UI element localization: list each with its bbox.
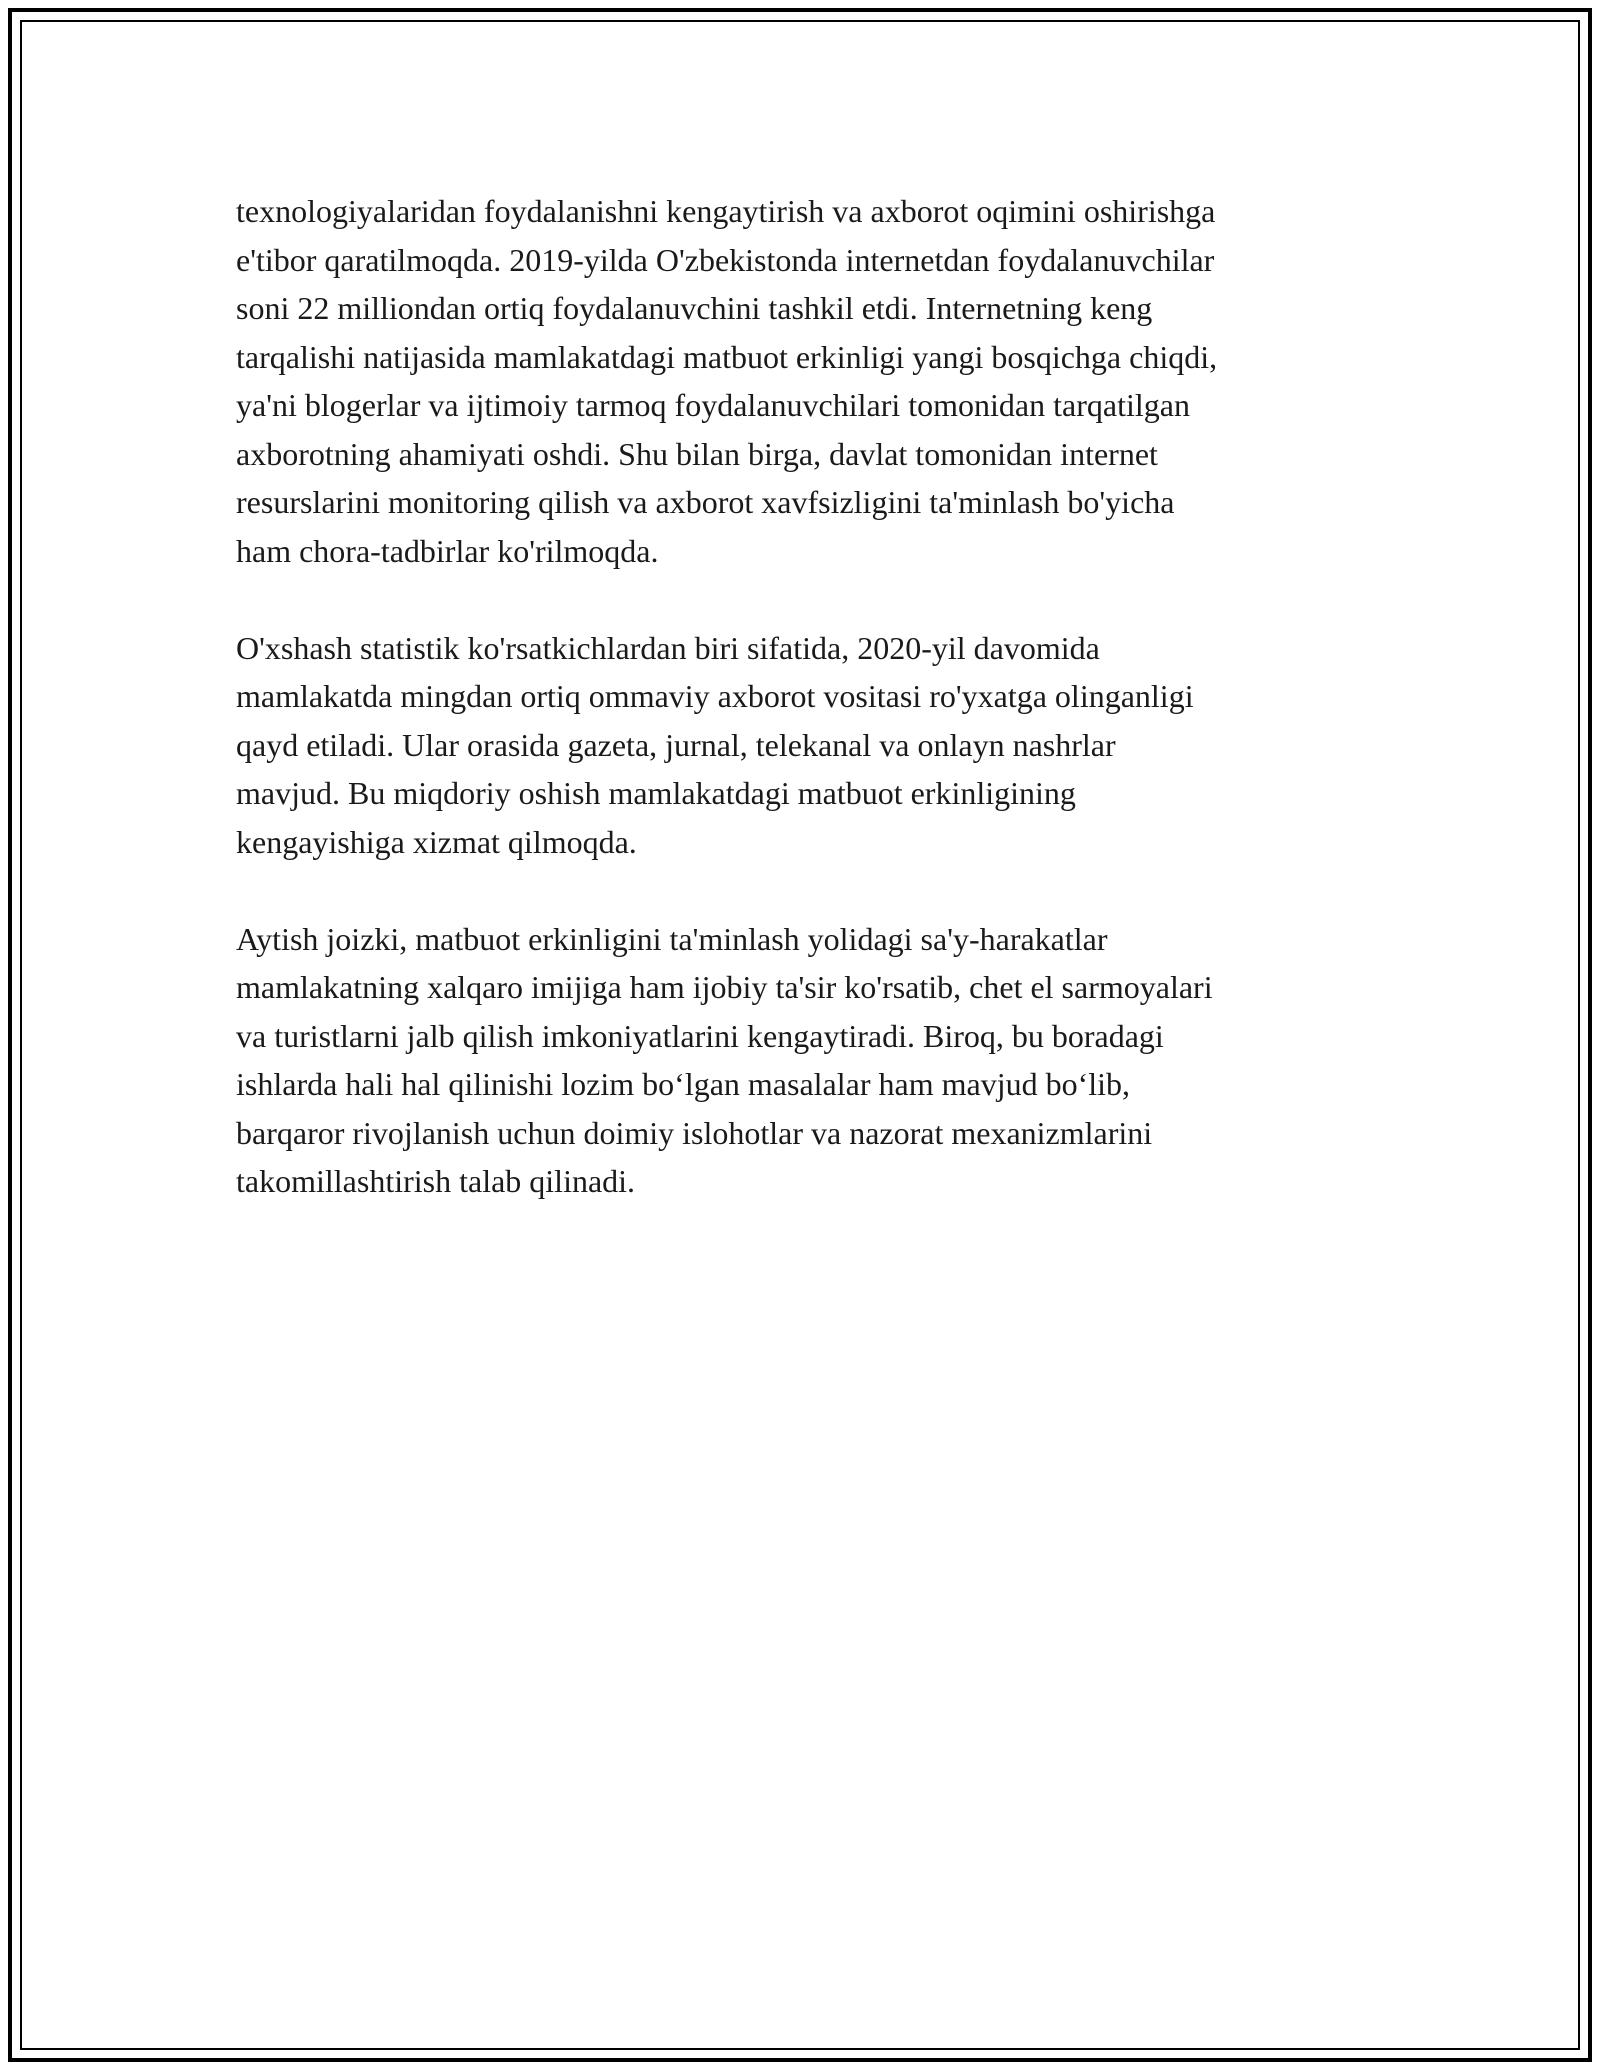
text-line: ishlarda hali hal qilinishi lozim bo‘lgan masalalar ham mavjud bo‘lib,	[236, 1066, 1131, 1102]
text-line: e'tibor qaratilmoqda. 2019-yilda O'zbekistonda internetdan foydalanuvchilar	[236, 241, 1215, 278]
text-line: texnologiyalaridan foydalanishni kengaytirish va axborot oqimini oshirishga	[236, 193, 1216, 229]
text-line: takomillashtirish talab qilinadi.	[236, 1163, 636, 1199]
text-line: soni 22 milliondan ortiq foydalanuvchini tashkil etdi. Internetning keng	[236, 290, 1153, 326]
text-line: mamlakatning xalqaro imijiga ham ijobiy ta'sir ko'rsatib, chet el sarmoyalari	[236, 969, 1213, 1005]
paragraph-3	[236, 915, 1366, 1206]
text-line: resurslarini monitoring qilish va axborot xavfsizligini ta'minlash bo'yicha	[236, 484, 1175, 520]
text-line: va turistlarni jalb qilish imkoniyatlarini kengaytiradi. Biroq, bu boradagi	[236, 1017, 1164, 1054]
document-body	[236, 187, 1366, 1254]
text-line: Aytish joizki, matbuot erkinligini ta'minlash yolidagi sa'y-harakatlar	[236, 920, 1108, 957]
paragraph-2	[236, 624, 1366, 867]
text-line: mamlakatda mingdan ortiq ommaviy axborot vositasi ro'yxatga olinganligi	[236, 678, 1194, 714]
text-line: mavjud. Bu miqdoriy oshish mamlakatdagi matbuot erkinligining	[236, 775, 1076, 811]
text-line: barqaror rivojlanish uchun doimiy islohotlar va nazorat mexanizmlarini	[236, 1114, 1153, 1151]
paragraph-1	[236, 187, 1366, 575]
text-line: kengayishiga xizmat qilmoqda.	[236, 823, 637, 860]
text-line: ya'ni blogerlar va ijtimoiy tarmoq foydalanuvchilari tomonidan tarqatilgan	[236, 387, 1190, 423]
text-line: ham chora-tadbirlar ko'rilmoqda.	[236, 532, 659, 569]
text-line: axborotning ahamiyati oshdi. Shu bilan birga, davlat tomonidan internet	[236, 435, 1158, 472]
text-line: tarqalishi natijasida mamlakatdagi matbuot erkinligi yangi bosqichga chiqdi,	[236, 338, 1218, 375]
text-line: qayd etiladi. Ular orasida gazeta, jurnal, telekanal va onlayn nashrlar	[236, 726, 1116, 763]
text-line: O'xshash statistik ko'rsatkichlardan biri sifatida, 2020-yil davomida	[236, 629, 1100, 666]
